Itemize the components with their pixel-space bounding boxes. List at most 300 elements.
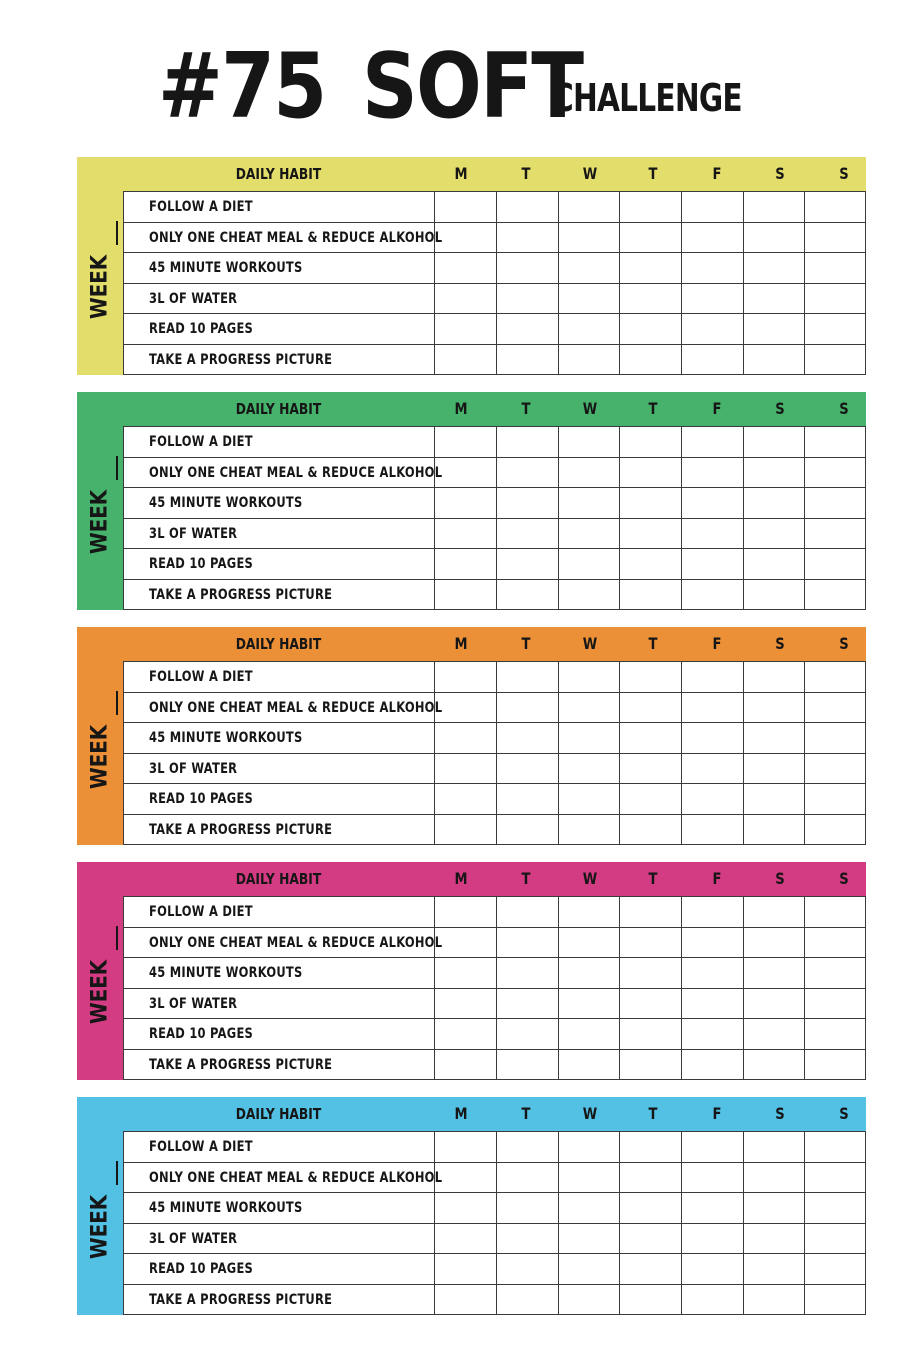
day-checkbox-cell[interactable] [434, 1193, 496, 1224]
header-day: M [454, 869, 468, 888]
day-checkbox-cell[interactable] [743, 314, 804, 345]
habit-row [123, 579, 866, 610]
day-checkbox-cell[interactable] [619, 1285, 681, 1316]
day-checkbox-cell[interactable] [619, 928, 681, 959]
day-checkbox-cell[interactable] [558, 693, 619, 724]
day-checkbox-cell[interactable] [681, 1254, 743, 1285]
grid-header [123, 627, 866, 661]
day-checkbox-cell[interactable] [743, 427, 804, 458]
day-checkbox-cell[interactable] [558, 253, 619, 284]
day-checkbox-cell[interactable] [558, 314, 619, 345]
habit-row [123, 252, 866, 283]
habit-label: 3L OF WATER [149, 995, 238, 1012]
header-day: F [712, 1104, 722, 1123]
day-checkbox-cell[interactable] [681, 1050, 743, 1081]
day-checkbox-cell[interactable] [434, 693, 496, 724]
day-checkbox-cell[interactable] [558, 1050, 619, 1081]
day-checkbox-cell[interactable] [434, 1285, 496, 1316]
day-checkbox-cell[interactable] [681, 1285, 743, 1316]
habit-row [123, 1223, 866, 1254]
habit-row [123, 1162, 866, 1193]
week-number-blank[interactable] [116, 221, 118, 245]
header-day: S [839, 869, 849, 888]
day-checkbox-cell[interactable] [434, 1254, 496, 1285]
day-checkbox-cell[interactable] [743, 784, 804, 815]
day-checkbox-cell[interactable] [743, 693, 804, 724]
day-checkbox-cell[interactable] [681, 989, 743, 1020]
day-checkbox-cell[interactable] [681, 928, 743, 959]
habit-row [123, 896, 866, 927]
day-checkbox-cell[interactable] [558, 223, 619, 254]
week-label: WEEK [87, 724, 113, 790]
day-checkbox-cell[interactable] [434, 723, 496, 754]
header-daily-habit: DAILY HABIT [235, 870, 322, 888]
habit-label: READ 10 PAGES [149, 1026, 254, 1042]
day-checkbox-cell[interactable] [558, 427, 619, 458]
day-checkbox-cell[interactable] [804, 427, 866, 458]
day-checkbox-cell[interactable] [804, 192, 866, 223]
day-checkbox-cell[interactable] [558, 723, 619, 754]
day-checkbox-cell[interactable] [619, 427, 681, 458]
day-checkbox-cell[interactable] [804, 754, 866, 785]
day-checkbox-cell[interactable] [558, 928, 619, 959]
day-checkbox-cell[interactable] [496, 928, 558, 959]
day-checkbox-cell[interactable] [681, 580, 743, 611]
day-checkbox-cell[interactable] [619, 693, 681, 724]
day-checkbox-cell[interactable] [434, 519, 496, 550]
week-number-blank[interactable] [116, 691, 118, 715]
day-checkbox-cell[interactable] [558, 815, 619, 846]
day-checkbox-cell[interactable] [681, 519, 743, 550]
day-checkbox-cell[interactable] [743, 897, 804, 928]
day-checkbox-cell[interactable] [434, 1163, 496, 1194]
day-checkbox-cell[interactable] [496, 427, 558, 458]
day-checkbox-cell[interactable] [619, 1163, 681, 1194]
day-checkbox-cell[interactable] [681, 1019, 743, 1050]
habit-label: TAKE A PROGRESS PICTURE [149, 1291, 333, 1308]
day-checkbox-cell[interactable] [743, 519, 804, 550]
day-checkbox-cell[interactable] [619, 549, 681, 580]
header-day: F [712, 634, 722, 653]
day-checkbox-cell[interactable] [558, 958, 619, 989]
header-day: T [521, 399, 531, 418]
day-checkbox-cell[interactable] [434, 427, 496, 458]
day-checkbox-cell[interactable] [804, 549, 866, 580]
day-checkbox-cell[interactable] [496, 1224, 558, 1255]
header-day: S [839, 634, 849, 653]
habit-label: FOLLOW A DIET [149, 434, 253, 450]
day-checkbox-cell[interactable] [434, 284, 496, 315]
header-day: W [582, 1104, 598, 1123]
header-day: T [648, 399, 658, 418]
day-checkbox-cell[interactable] [681, 693, 743, 724]
day-checkbox-cell[interactable] [804, 815, 866, 846]
day-checkbox-cell[interactable] [496, 1050, 558, 1081]
grid-header [123, 392, 866, 426]
day-checkbox-cell[interactable] [434, 488, 496, 519]
day-checkbox-cell[interactable] [804, 1132, 866, 1163]
day-checkbox-cell[interactable] [743, 989, 804, 1020]
day-checkbox-cell[interactable] [496, 314, 558, 345]
day-checkbox-cell[interactable] [619, 754, 681, 785]
day-checkbox-cell[interactable] [681, 784, 743, 815]
day-checkbox-cell[interactable] [434, 784, 496, 815]
day-checkbox-cell[interactable] [743, 958, 804, 989]
day-checkbox-cell[interactable] [558, 519, 619, 550]
day-checkbox-cell[interactable] [743, 223, 804, 254]
page-title [0, 30, 900, 140]
day-checkbox-cell[interactable] [619, 253, 681, 284]
day-checkbox-cell[interactable] [743, 662, 804, 693]
day-checkbox-cell[interactable] [619, 1224, 681, 1255]
day-checkbox-cell[interactable] [496, 549, 558, 580]
day-checkbox-cell[interactable] [743, 723, 804, 754]
day-checkbox-cell[interactable] [496, 519, 558, 550]
habit-label: ONLY ONE CHEAT MEAL & REDUCE ALKOHOL [149, 934, 443, 951]
day-checkbox-cell[interactable] [434, 458, 496, 489]
day-checkbox-cell[interactable] [496, 345, 558, 376]
day-checkbox-cell[interactable] [743, 488, 804, 519]
day-checkbox-cell[interactable] [558, 1254, 619, 1285]
day-checkbox-cell[interactable] [804, 723, 866, 754]
day-checkbox-cell[interactable] [558, 549, 619, 580]
day-checkbox-cell[interactable] [619, 989, 681, 1020]
habit-grid [123, 392, 866, 610]
day-checkbox-cell[interactable] [496, 458, 558, 489]
day-checkbox-cell[interactable] [804, 693, 866, 724]
day-checkbox-cell[interactable] [558, 1285, 619, 1316]
day-checkbox-cell[interactable] [496, 1132, 558, 1163]
header-day: T [521, 869, 531, 888]
day-checkbox-cell[interactable] [496, 693, 558, 724]
day-checkbox-cell[interactable] [804, 284, 866, 315]
day-checkbox-cell[interactable] [804, 253, 866, 284]
week-number-blank[interactable] [116, 926, 118, 950]
habit-label: 45 MINUTE WORKOUTS [149, 730, 303, 746]
day-checkbox-cell[interactable] [496, 1019, 558, 1050]
day-checkbox-cell[interactable] [434, 662, 496, 693]
habit-row [123, 1253, 866, 1284]
day-checkbox-cell[interactable] [681, 314, 743, 345]
header-day: F [712, 164, 722, 183]
day-checkbox-cell[interactable] [804, 958, 866, 989]
day-checkbox-cell[interactable] [558, 1224, 619, 1255]
day-checkbox-cell[interactable] [681, 897, 743, 928]
day-checkbox-cell[interactable] [496, 580, 558, 611]
day-checkbox-cell[interactable] [619, 223, 681, 254]
day-checkbox-cell[interactable] [804, 345, 866, 376]
day-checkbox-cell[interactable] [681, 458, 743, 489]
header-day: S [775, 869, 785, 888]
day-checkbox-cell[interactable] [558, 1132, 619, 1163]
day-checkbox-cell[interactable] [619, 488, 681, 519]
day-checkbox-cell[interactable] [743, 815, 804, 846]
day-checkbox-cell[interactable] [619, 580, 681, 611]
day-checkbox-cell[interactable] [619, 458, 681, 489]
day-checkbox-cell[interactable] [496, 1254, 558, 1285]
header-day: M [454, 399, 468, 418]
header-day: S [839, 399, 849, 418]
habit-row [123, 283, 866, 314]
day-checkbox-cell[interactable] [496, 897, 558, 928]
day-checkbox-cell[interactable] [496, 1193, 558, 1224]
day-checkbox-cell[interactable] [804, 989, 866, 1020]
habit-row [123, 548, 866, 579]
day-checkbox-cell[interactable] [743, 345, 804, 376]
day-checkbox-cell[interactable] [434, 928, 496, 959]
day-checkbox-cell[interactable] [743, 1163, 804, 1194]
day-checkbox-cell[interactable] [558, 284, 619, 315]
header-day: F [712, 399, 722, 418]
day-checkbox-cell[interactable] [558, 1193, 619, 1224]
title-number: #75 [158, 34, 326, 139]
day-checkbox-cell[interactable] [558, 662, 619, 693]
day-checkbox-cell[interactable] [804, 1019, 866, 1050]
day-checkbox-cell[interactable] [434, 897, 496, 928]
habit-row [123, 457, 866, 488]
header-day: S [839, 164, 849, 183]
day-checkbox-cell[interactable] [496, 1163, 558, 1194]
day-checkbox-cell[interactable] [804, 488, 866, 519]
day-checkbox-cell[interactable] [804, 223, 866, 254]
day-checkbox-cell[interactable] [619, 314, 681, 345]
day-checkbox-cell[interactable] [558, 458, 619, 489]
day-checkbox-cell[interactable] [681, 1224, 743, 1255]
day-checkbox-cell[interactable] [681, 958, 743, 989]
day-checkbox-cell[interactable] [434, 192, 496, 223]
header-day: W [582, 164, 598, 183]
habit-label: FOLLOW A DIET [149, 669, 253, 685]
habit-label: READ 10 PAGES [149, 791, 254, 807]
header-day: T [648, 164, 658, 183]
week-label: WEEK [87, 254, 113, 320]
day-checkbox-cell[interactable] [434, 1224, 496, 1255]
day-checkbox-cell[interactable] [558, 345, 619, 376]
day-checkbox-cell[interactable] [619, 192, 681, 223]
day-checkbox-cell[interactable] [434, 989, 496, 1020]
habit-row [123, 1192, 866, 1223]
header-day: W [582, 399, 598, 418]
day-checkbox-cell[interactable] [434, 1019, 496, 1050]
week-number-blank[interactable] [116, 456, 118, 480]
habit-row [123, 722, 866, 753]
habit-row [123, 191, 866, 222]
day-checkbox-cell[interactable] [743, 192, 804, 223]
day-checkbox-cell[interactable] [619, 897, 681, 928]
header-day: M [454, 634, 468, 653]
day-checkbox-cell[interactable] [804, 314, 866, 345]
habit-label: 45 MINUTE WORKOUTS [149, 965, 303, 981]
day-checkbox-cell[interactable] [619, 1050, 681, 1081]
day-checkbox-cell[interactable] [743, 458, 804, 489]
day-checkbox-cell[interactable] [619, 723, 681, 754]
day-checkbox-cell[interactable] [804, 519, 866, 550]
day-checkbox-cell[interactable] [804, 1050, 866, 1081]
day-checkbox-cell[interactable] [496, 815, 558, 846]
title-challenge: CHALLENGE [552, 76, 742, 120]
day-checkbox-cell[interactable] [619, 1254, 681, 1285]
day-checkbox-cell[interactable] [434, 1132, 496, 1163]
day-checkbox-cell[interactable] [496, 192, 558, 223]
header-day: W [582, 634, 598, 653]
header-day: T [521, 164, 531, 183]
week-tracker [77, 1097, 866, 1315]
day-checkbox-cell[interactable] [619, 519, 681, 550]
day-checkbox-cell[interactable] [496, 1285, 558, 1316]
title-soft: SOFT [362, 34, 583, 139]
week-side-strip [77, 157, 123, 375]
day-checkbox-cell[interactable] [434, 958, 496, 989]
habit-row [123, 344, 866, 375]
day-checkbox-cell[interactable] [434, 253, 496, 284]
habit-grid [123, 157, 866, 375]
day-checkbox-cell[interactable] [681, 427, 743, 458]
habit-label: ONLY ONE CHEAT MEAL & REDUCE ALKOHOL [149, 699, 443, 716]
day-checkbox-cell[interactable] [434, 754, 496, 785]
habit-row [123, 957, 866, 988]
habit-label: 45 MINUTE WORKOUTS [149, 260, 303, 276]
day-checkbox-cell[interactable] [619, 958, 681, 989]
day-checkbox-cell[interactable] [496, 754, 558, 785]
week-number-blank[interactable] [116, 1161, 118, 1185]
header-day: M [454, 164, 468, 183]
day-checkbox-cell[interactable] [681, 662, 743, 693]
day-checkbox-cell[interactable] [434, 345, 496, 376]
day-checkbox-cell[interactable] [558, 1019, 619, 1050]
day-checkbox-cell[interactable] [681, 284, 743, 315]
header-day: S [775, 1104, 785, 1123]
day-checkbox-cell[interactable] [743, 754, 804, 785]
day-checkbox-cell[interactable] [804, 784, 866, 815]
day-checkbox-cell[interactable] [558, 754, 619, 785]
day-checkbox-cell[interactable] [558, 989, 619, 1020]
day-checkbox-cell[interactable] [681, 345, 743, 376]
day-checkbox-cell[interactable] [804, 897, 866, 928]
day-checkbox-cell[interactable] [558, 192, 619, 223]
day-checkbox-cell[interactable] [496, 989, 558, 1020]
day-checkbox-cell[interactable] [804, 1193, 866, 1224]
day-checkbox-cell[interactable] [681, 815, 743, 846]
day-checkbox-cell[interactable] [743, 1224, 804, 1255]
day-checkbox-cell[interactable] [619, 815, 681, 846]
day-checkbox-cell[interactable] [434, 314, 496, 345]
day-checkbox-cell[interactable] [743, 284, 804, 315]
day-checkbox-cell[interactable] [681, 223, 743, 254]
day-checkbox-cell[interactable] [681, 253, 743, 284]
day-checkbox-cell[interactable] [804, 580, 866, 611]
day-checkbox-cell[interactable] [804, 1163, 866, 1194]
day-checkbox-cell[interactable] [434, 1050, 496, 1081]
week-side-strip [77, 392, 123, 610]
day-checkbox-cell[interactable] [558, 784, 619, 815]
day-checkbox-cell[interactable] [743, 549, 804, 580]
day-checkbox-cell[interactable] [619, 1019, 681, 1050]
day-checkbox-cell[interactable] [743, 580, 804, 611]
day-checkbox-cell[interactable] [743, 1254, 804, 1285]
habit-row [123, 426, 866, 457]
day-checkbox-cell[interactable] [804, 1285, 866, 1316]
day-checkbox-cell[interactable] [496, 223, 558, 254]
day-checkbox-cell[interactable] [804, 1254, 866, 1285]
habit-label: TAKE A PROGRESS PICTURE [149, 351, 333, 368]
habit-label: 45 MINUTE WORKOUTS [149, 1200, 303, 1216]
day-checkbox-cell[interactable] [743, 1193, 804, 1224]
day-checkbox-cell[interactable] [558, 488, 619, 519]
day-checkbox-cell[interactable] [681, 723, 743, 754]
grid-header [123, 862, 866, 896]
day-checkbox-cell[interactable] [804, 458, 866, 489]
day-checkbox-cell[interactable] [743, 1285, 804, 1316]
week-side-strip [77, 627, 123, 845]
day-checkbox-cell[interactable] [743, 1050, 804, 1081]
week-tracker [77, 157, 866, 375]
week-tracker [77, 392, 866, 610]
habit-label: TAKE A PROGRESS PICTURE [149, 586, 333, 603]
day-checkbox-cell[interactable] [496, 662, 558, 693]
day-checkbox-cell[interactable] [681, 192, 743, 223]
day-checkbox-cell[interactable] [619, 284, 681, 315]
day-checkbox-cell[interactable] [619, 1193, 681, 1224]
day-checkbox-cell[interactable] [681, 488, 743, 519]
habit-label: ONLY ONE CHEAT MEAL & REDUCE ALKOHOL [149, 229, 443, 246]
week-side-strip [77, 862, 123, 1080]
day-checkbox-cell[interactable] [743, 1019, 804, 1050]
day-checkbox-cell[interactable] [496, 723, 558, 754]
day-checkbox-cell[interactable] [558, 580, 619, 611]
day-checkbox-cell[interactable] [496, 958, 558, 989]
day-checkbox-cell[interactable] [804, 928, 866, 959]
day-checkbox-cell[interactable] [681, 1193, 743, 1224]
day-checkbox-cell[interactable] [558, 897, 619, 928]
day-checkbox-cell[interactable] [434, 815, 496, 846]
day-checkbox-cell[interactable] [619, 1132, 681, 1163]
habit-label: 3L OF WATER [149, 760, 238, 777]
habit-label: 3L OF WATER [149, 1230, 238, 1247]
week-side-strip [77, 1097, 123, 1315]
day-checkbox-cell[interactable] [434, 549, 496, 580]
day-checkbox-cell[interactable] [804, 1224, 866, 1255]
habit-label: 3L OF WATER [149, 525, 238, 542]
day-checkbox-cell[interactable] [496, 284, 558, 315]
habit-label: 3L OF WATER [149, 290, 238, 307]
habit-label: ONLY ONE CHEAT MEAL & REDUCE ALKOHOL [149, 1169, 443, 1186]
header-day: M [454, 1104, 468, 1123]
day-checkbox-cell[interactable] [619, 345, 681, 376]
day-checkbox-cell[interactable] [619, 784, 681, 815]
day-checkbox-cell[interactable] [743, 253, 804, 284]
day-checkbox-cell[interactable] [496, 784, 558, 815]
header-day: S [775, 164, 785, 183]
day-checkbox-cell[interactable] [496, 253, 558, 284]
day-checkbox-cell[interactable] [681, 1163, 743, 1194]
habit-row [123, 1131, 866, 1162]
day-checkbox-cell[interactable] [804, 662, 866, 693]
week-tracker [77, 627, 866, 845]
header-daily-habit: DAILY HABIT [235, 635, 322, 653]
day-checkbox-cell[interactable] [434, 580, 496, 611]
day-checkbox-cell[interactable] [496, 488, 558, 519]
day-checkbox-cell[interactable] [743, 928, 804, 959]
day-checkbox-cell[interactable] [619, 662, 681, 693]
day-checkbox-cell[interactable] [681, 754, 743, 785]
day-checkbox-cell[interactable] [743, 1132, 804, 1163]
day-checkbox-cell[interactable] [681, 549, 743, 580]
day-checkbox-cell[interactable] [434, 223, 496, 254]
habit-row [123, 313, 866, 344]
day-checkbox-cell[interactable] [558, 1163, 619, 1194]
day-checkbox-cell[interactable] [681, 1132, 743, 1163]
habit-row [123, 518, 866, 549]
